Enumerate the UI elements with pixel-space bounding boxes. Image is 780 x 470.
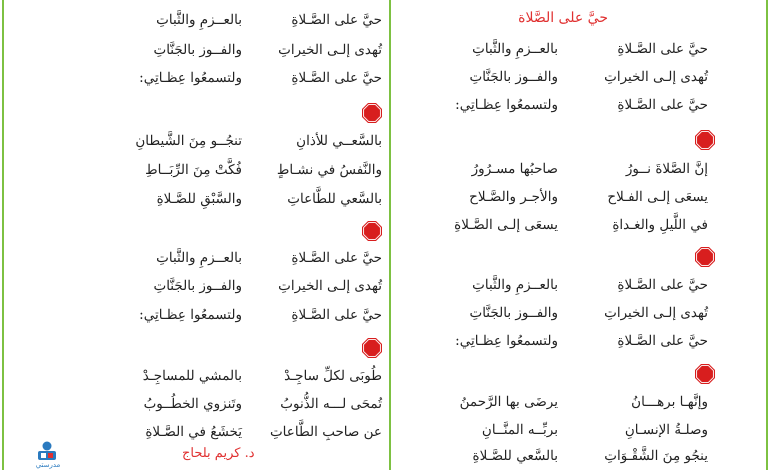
verse-hemistich-first: تُهدى إلـى الخيراتِ (604, 69, 708, 85)
verse-hemistich-second: ولتسمعُوا عِظـاتِي: (455, 333, 558, 349)
verse-hemistich-first: ينجُو مِنَ الشَّقْـوَاتِ (604, 448, 708, 464)
verse-hemistich-first: وإنَّهـا برهـــانُ (631, 394, 708, 410)
verse-hemistich-second: بالمشي للمساجِـدْ (142, 368, 242, 384)
stop-sign-icon (695, 247, 715, 267)
verse-hemistich-first: تُهدى إلـى الخيراتِ (604, 305, 708, 321)
verse-hemistich-second: وتَنزوي الخطُــوبُ (143, 396, 242, 412)
verse-hemistich-second: بربِّــه المنَّــانِ (481, 422, 558, 438)
verse-line (398, 448, 748, 470)
verse-hemistich-second: يسعَى إلـى الصَّـلاةِ (454, 217, 558, 233)
left-page-border (2, 0, 16, 470)
verse-hemistich-first: يسعَى إلـى الفـلاح (607, 189, 708, 205)
verse-hemistich-first: تُهدى إلـى الخيراتِ (278, 42, 382, 58)
verse-hemistich-second: والفــوز بالجَنَّاتِ (469, 305, 558, 321)
stop-sign-icon (695, 130, 715, 150)
column-divider (389, 0, 391, 470)
verse-line (398, 394, 748, 416)
stop-sign-icon (362, 221, 382, 241)
verse-hemistich-second: ولتسمعُوا عِظـاتِي: (139, 307, 242, 323)
verse-line (398, 217, 748, 239)
verse-line (398, 189, 748, 211)
verse-hemistich-first: حيَّ على الصَّـلاةِ (291, 307, 382, 323)
verse-hemistich-second: فُكَّتْ مِنَ الرِّبَــاطِ (145, 162, 242, 178)
verse-hemistich-second: ولتسمعُوا عِظـاتِي: (139, 70, 242, 86)
verse-line (22, 191, 382, 213)
verse-hemistich-first: حيَّ على الصَّـلاةِ (617, 97, 708, 113)
verse-line (22, 162, 382, 184)
verse-hemistich-second: بالعــزمِ والثَّباتِ (472, 277, 558, 293)
verse-hemistich-first: بالسَّعي للطَّاعاتِ (287, 191, 382, 207)
verse-line (398, 41, 748, 63)
verse-hemistich-second: بالسَّعي للصَّـلاةِ (472, 448, 558, 464)
verse-line (398, 422, 748, 444)
verse-line (398, 97, 748, 119)
verse-line (22, 278, 382, 300)
left-column (22, 0, 382, 470)
verse-hemistich-second: بالعــزمِ والثَّباتِ (156, 12, 242, 28)
poem-title: حيَّ على الصَّلاة (518, 10, 608, 26)
verse-hemistich-second: تنجُــو مِنَ الشَّيطانِ (135, 133, 242, 149)
verse-line (22, 133, 382, 155)
verse-line (22, 42, 382, 64)
verse-hemistich-second: ولتسمعُوا عِظـاتِي: (455, 97, 558, 113)
verse-line (398, 161, 748, 183)
stop-sign-icon (362, 338, 382, 358)
verse-line (22, 70, 382, 92)
verse-hemistich-second: صاحبُها مسـرُورُ (471, 161, 558, 177)
verse-hemistich-first: حيَّ على الصَّـلاةِ (617, 41, 708, 57)
verse-hemistich-first: عن صاحبِ الطَّاعاتِ (269, 424, 382, 440)
stop-sign-icon (695, 364, 715, 384)
verse-hemistich-first: حيَّ على الصَّـلاةِ (291, 12, 382, 28)
verse-hemistich-second: والفــوز بالجَنَّاتِ (153, 278, 242, 294)
verse-hemistich-first: حيَّ على الصَّـلاةِ (617, 277, 708, 293)
verse-hemistich-second: بالعــزمِ والثَّباتِ (156, 250, 242, 266)
verse-hemistich-first: حيَّ على الصَّـلاةِ (617, 333, 708, 349)
verse-hemistich-first: طُوبَى لكلِّ ساجِـدْ (284, 368, 382, 384)
right-column (398, 0, 748, 470)
verse-line (22, 424, 382, 446)
verse-hemistich-second: والسَّبْقِ للصَّـلاةِ (156, 191, 242, 207)
verse-hemistich-first: في اللَّيلِ والغـداةِ (612, 217, 708, 233)
verse-hemistich-second: والفــوز بالجَنَّاتِ (153, 42, 242, 58)
verse-hemistich-first: تُهدى إلـى الخيراتِ (278, 278, 382, 294)
verse-line (22, 307, 382, 329)
verse-line (22, 396, 382, 418)
author-name: د. كريم بلحاج (182, 446, 255, 461)
verse-hemistich-first: إنَّ الصَّلاةَ نــورُ (625, 161, 708, 177)
verse-hemistich-first: وصلـةُ الإنسـانِ (624, 422, 708, 438)
verse-line (398, 305, 748, 327)
verse-hemistich-second: والأجـر والصَّـلاح (469, 189, 558, 205)
verse-hemistich-first: تُمحَى لـــه الذُّنوبُ (280, 396, 382, 412)
verse-hemistich-second: والفــوز بالجَنَّاتِ (469, 69, 558, 85)
verse-line (398, 277, 748, 299)
verse-line (398, 69, 748, 91)
verse-hemistich-first: والنَّفسُ في نشـاطٍ (276, 162, 382, 178)
verse-hemistich-second: يَخشَعُ في الصَّـلاةِ (145, 424, 242, 440)
right-page-border (754, 0, 768, 470)
verse-line (22, 368, 382, 390)
verse-line (398, 333, 748, 355)
verse-hemistich-first: حيَّ على الصَّـلاةِ (291, 70, 382, 86)
logo-text: مدرستي (35, 461, 61, 469)
verse-hemistich-first: حيَّ على الصَّـلاةِ (291, 250, 382, 266)
verse-hemistich-second: يرضَى بها الرَّحمنُ (459, 394, 558, 410)
verse-line (22, 12, 382, 34)
verse-hemistich-first: بالسَّعــي للأذانِ (296, 133, 382, 149)
verse-hemistich-second: بالعــزمِ والثَّباتِ (472, 41, 558, 57)
verse-line (22, 250, 382, 272)
stop-sign-icon (362, 103, 382, 123)
